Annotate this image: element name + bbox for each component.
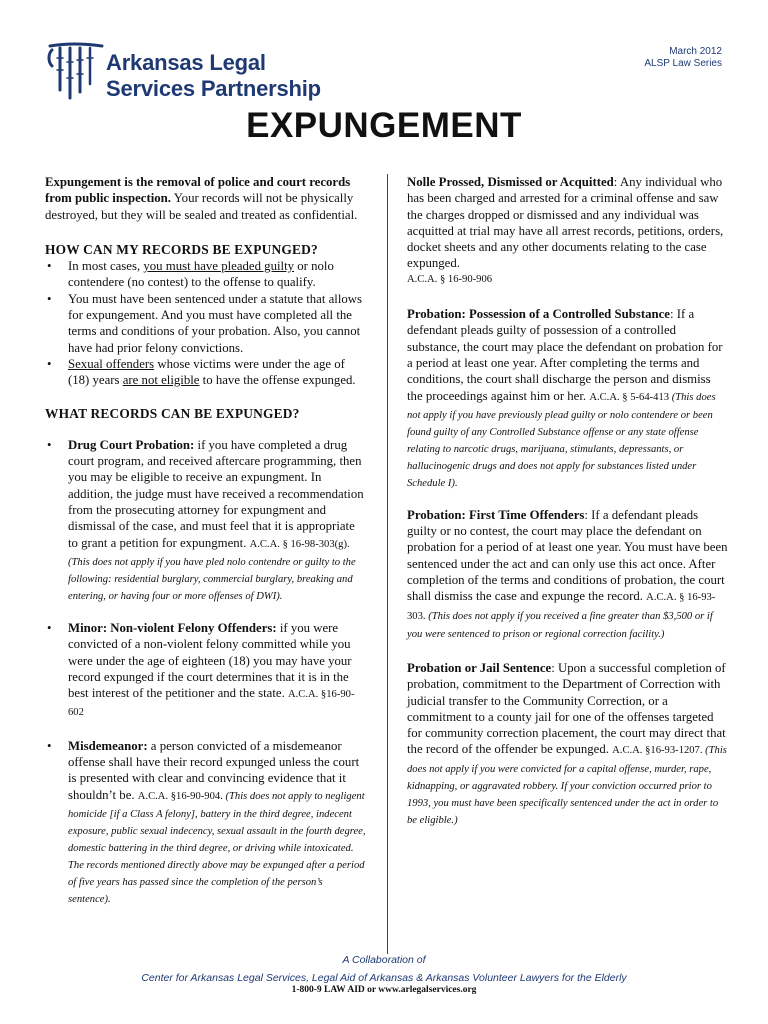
item-note: (This does not apply if you received a fine greater than $3,500 or if you were sentenced to prison or regional correction facility.) — [407, 610, 713, 640]
organization-logo — [44, 40, 344, 102]
intro-text: Your records will not be physically destroyed, but they will be sealed and treated as confidential. — [45, 191, 358, 222]
bullet-icon: • — [47, 738, 52, 753]
item-body: : If a defendant pleads guilty of possession of a controlled substance, the court may place the defendant on probation for a period at least one year. After completing the terms and conditions, the court shall discharge the person and dismiss the proceedings against him or her. — [407, 307, 723, 403]
list-item-drug-court — [45, 437, 367, 604]
list-item-underlined: are not eligible — [122, 373, 200, 388]
footer — [0, 954, 768, 995]
footer-partners: Center for Arkansas Legal Services, Legal Aid of Arkansas & Arkansas Volunteer Lawyers for the Elderly — [141, 972, 627, 984]
item-body: : If a defendant pleads guilty or no contest, the court may place the defendant on probation for a period of at least one year. You must have been sentenced under the act and can only use this act once. After completion of the terms and conditions of probation, the court shall dismiss the case and expunge the record. — [407, 507, 728, 604]
org-name-line1: Arkansas Legal — [106, 50, 266, 75]
item-heading: Misdemeanor: — [68, 738, 148, 753]
list-item-underlined: you must have pleaded guilty — [143, 259, 295, 274]
statute-citation: A.C.A. § 16-98-303(g). — [249, 538, 350, 550]
footer-contact: 1-800-9 LAW AID or www.arlegalservices.org — [291, 985, 477, 995]
page-title: EXPUNGEMENT — [246, 106, 522, 145]
intro-paragraph — [45, 174, 367, 223]
item-body: if you have completed a drug court program, and received aftercare programming, then you may be eligible to receive an expungment. In addition, the judge must have received a recommendation from the prosecuting attorney for expungment and dismissal of the case, and must feel that it is appropriate to grant a petition for expungment. — [68, 437, 364, 550]
statute-citation: A.C.A. § 5-64-413 — [589, 391, 670, 403]
list-item — [45, 356, 367, 389]
item-heading: Probation: First Time Offenders — [407, 507, 585, 522]
bullet-icon: • — [47, 291, 52, 306]
right-column — [407, 174, 729, 828]
org-name-line2: Services Partnership — [106, 76, 321, 101]
list-item-text: or nolo contendere (no contest) to the offense to qualify. — [68, 259, 334, 290]
item-heading: Minor: Non-violent Felony Offenders: — [68, 620, 277, 635]
section-controlled-substance — [407, 306, 729, 491]
section-nolle-prossed — [407, 174, 729, 288]
list-item-misdemeanor — [45, 738, 367, 907]
statute-citation: A.C.A. §16-90-904. — [137, 790, 223, 802]
issue-date: March 2012 — [669, 46, 722, 57]
eligibility-list — [45, 258, 367, 388]
item-note: (This does not apply to negligent homicide [if a Class A felony], battery in the third degree, indecent exposure, public sexual indecency, sexual assault in the fourth degree, domestic battering in the third degree, or driving while intoxicated. The records mentioned directly above may be expunged after a period of five years has passed since the completion of the person’s sentence). — [68, 790, 366, 905]
item-body: : Any individual who has been charged and arrested for a criminal offense and saw the charges dropped or dismissed and any individual was acquitted at trial may have all arrest records, petitions, orders, docket sheets and any other documents relating to the case expunged. — [407, 175, 724, 271]
section-heading-how: HOW CAN MY RECORDS BE EXPUNGED? — [45, 241, 318, 257]
item-body: : Upon a successful completion of probation, commitment to the Department of Correction with judicial transfer to the Community Correction, or a commitment to a county jail for one of the offenses targeted for community correction placement, the court may direct that the record of the offender be expunged. — [407, 660, 726, 757]
item-note: (This does not apply if you have previously plead guilty or nolo contendere or been found guilty of any Controlled Substance offense or any state offense relating to narcotic drugs, marijuana, stimulants, depressants, or hallucinogenic drugs and does not apply for substances listed under Schedule I). — [407, 391, 716, 489]
section-heading-what: WHAT RECORDS CAN BE EXPUNGED? — [45, 405, 300, 421]
list-item-text: whose victims were under the age of (18) years — [68, 356, 345, 388]
list-item-text: to have the offense expunged. — [199, 373, 356, 388]
item-heading: Probation: Possession of a Controlled Substance — [407, 307, 670, 322]
bullet-icon: • — [47, 620, 52, 635]
intro-strong-text: Expungement is the removal of police and court records from public inspection. — [45, 175, 351, 206]
statute-citation: A.C.A. §16-93-1207. — [612, 745, 703, 757]
column-divider — [387, 174, 388, 954]
list-item — [45, 291, 367, 356]
series-label: ALSP Law Series — [644, 58, 722, 69]
item-body: if you were convicted of a non-violent felony committed while you were under the age of eighteen (18) you may have your record expunged if the court determines that it is in the best interest of the petitioner and the state. — [68, 620, 352, 701]
list-item-text: You must have been sentenced under a statute that allows for expungement. And you must have completed all the terms and conditions of your probation. Also, you cannot have had prior felony convictions. — [68, 291, 363, 355]
statute-citation: A.C.A. § 16-90-906 — [407, 273, 493, 285]
bullet-icon: • — [47, 259, 52, 274]
item-heading: Probation or Jail Sentence — [407, 660, 552, 675]
item-heading: Drug Court Probation: — [68, 437, 195, 452]
item-note: (This does not apply if you were convicted for a capital offense, murder, rape, kidnapping, or aggravated robbery. If your conviction occurred prior to 1993, you must have been specifically sentenced under the act in order to be eligible.) — [407, 745, 727, 826]
item-heading: Nolle Prossed, Dismissed or Acquitted — [407, 175, 614, 189]
list-item-minor-offenders — [45, 620, 367, 722]
footer-collaboration-label: A Collaboration of — [342, 954, 426, 966]
bullet-icon: • — [47, 437, 52, 452]
alsp-logo-mark-icon — [44, 40, 108, 102]
section-first-time-offenders — [407, 507, 729, 642]
left-column — [45, 174, 367, 907]
record-types-list — [45, 437, 367, 907]
list-item-underlined: Sexual offenders — [68, 356, 155, 371]
list-item-text: In most cases, — [68, 259, 144, 274]
section-probation-or-jail — [407, 660, 729, 828]
statute-citation: A.C.A. § 16-93-303. — [407, 592, 716, 622]
item-note: (This does not apply if you have pled nolo contendre or guilty to the following: residential burglary, commercial burglary, breaking and entering, or having four or more offenses of DWI). — [68, 556, 356, 602]
bullet-icon: • — [47, 356, 52, 371]
item-body: a person convicted of a misdemeanor offense shall have their record expunged unless the court is presented with clear and convincing evidence that it shouldn’t be. — [68, 738, 360, 802]
list-item — [45, 258, 367, 291]
statute-citation: A.C.A. §16-90-602 — [68, 689, 355, 719]
